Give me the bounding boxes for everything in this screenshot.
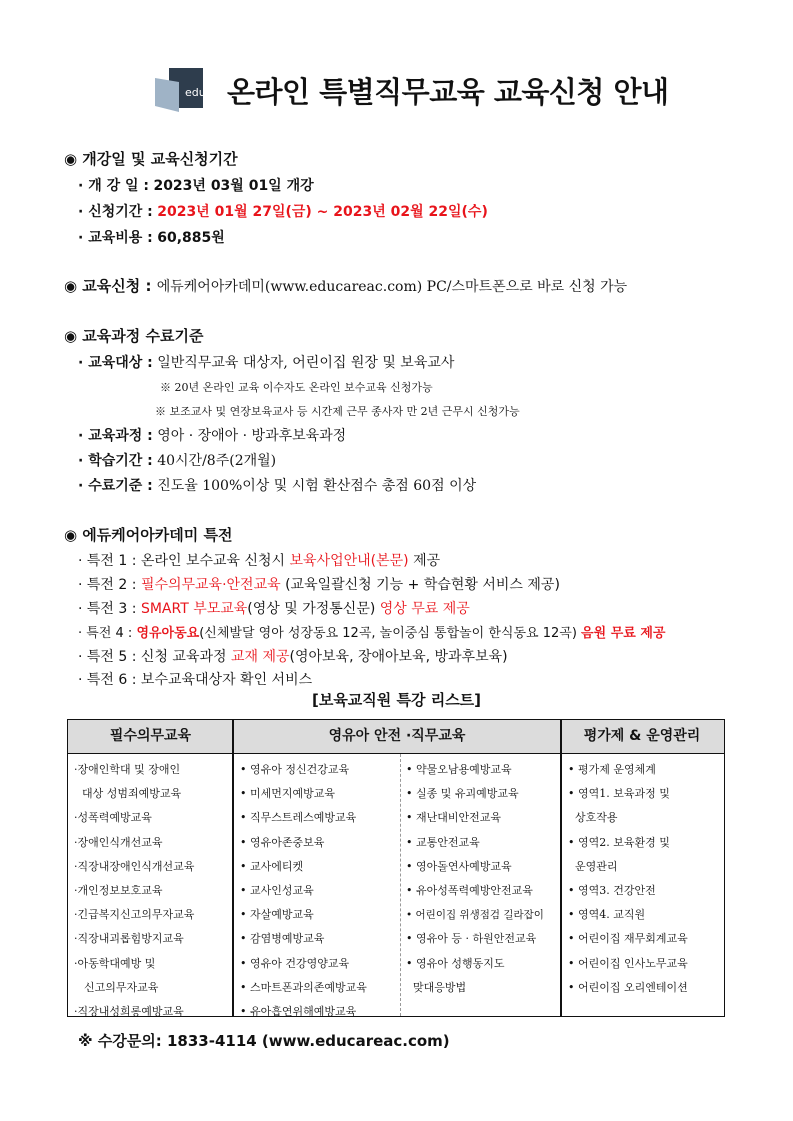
column-evaluation <box>568 758 688 1000</box>
list-item: ·개인정보보호교육 <box>74 884 163 898</box>
list-item: • 어린이집 오리엔테이션 <box>568 980 688 994</box>
list-item: • 유아성폭력예방안전교육 <box>406 884 533 898</box>
section-benefits-heading: ◉ 에듀케어아카데미 특전 <box>64 526 233 544</box>
section-apply: ◉ 교육신청 : 에듀케어아카데미(www.educareac.com) PC/스마트폰으로 바로 신청 가능 <box>64 277 628 295</box>
list-item: ·직장내장애인식개선교육 <box>74 859 195 873</box>
list-item: ·긴급복지신고의무자교육 <box>74 908 195 922</box>
list-item: • 미세먼지예방교육 <box>240 787 335 801</box>
header-mandatory: 필수의무교육 <box>109 728 192 744</box>
list-item: • 평가제 운영체계 <box>568 763 656 776</box>
note-parttime: ※ 보조교사 및 연장보육교사 등 시간제 근무 종사자 만 2년 근무시 신청가능 <box>155 405 520 418</box>
benefit-5: · 특전 5 : 신청 교육과정 교재 제공(영아보육, 장애아보육, 방과후보육) <box>78 649 508 665</box>
list-item: • 어린이집 인사노무교육 <box>568 956 688 970</box>
list-item: • 자살예방교육 <box>240 908 314 922</box>
svg-text:edu: edu <box>185 86 206 99</box>
header-evaluation: 평가제 & 운영관리 <box>583 728 701 744</box>
course-line: · 교육과정 : 영아 · 장애아 · 방과후보육과정 <box>78 428 347 444</box>
target-line: · 교육대상 : 일반직무교육 대상자, 어린이집 원장 및 보육교사 <box>78 355 455 371</box>
divider <box>560 720 562 1016</box>
list-item: • 실종 및 유괴예방교육 <box>406 787 519 801</box>
benefit-1: · 특전 1 : 온라인 보수교육 신청시 보육사업안내(본문) 제공 <box>78 553 441 569</box>
edu-logo <box>155 68 215 112</box>
list-item: • 스마트폰과의존예방교육 <box>240 980 367 994</box>
list-item: • 교사인성교육 <box>240 884 314 898</box>
benefit-2: · 특전 2 : 필수의무교육·안전교육 (교육일괄신청 기능 + 학습현황 서비스 제공) <box>78 577 560 593</box>
header-safety: 영유아 안전 ·직무교육 <box>328 728 466 744</box>
list-item: • 영아돌연사예방교육 <box>406 859 512 873</box>
list-item: • 영역2. 보육환경 및 <box>568 835 670 849</box>
list-item: • 감염병예방교육 <box>240 932 325 946</box>
list-item: • 약물오남용예방교육 <box>406 763 512 776</box>
list-item: • 영역1. 보육과정 및 <box>568 787 670 801</box>
section-criteria-heading: ◉ 교육과정 수료기준 <box>64 327 204 345</box>
list-item: ·장애인식개선교육 <box>74 835 163 849</box>
benefit-6: · 특전 6 : 보수교육대상자 확인 서비스 <box>78 672 313 688</box>
list-item: ·아동학대예방 및 <box>74 956 156 970</box>
list-item: • 영유아존중보육 <box>240 835 325 849</box>
lecture-list-title: [보육교직원 특강 리스트] <box>311 691 482 709</box>
benefit-3: · 특전 3 : SMART 부모교육(영상 및 가정통신문) 영상 무료 제공 <box>78 601 470 617</box>
list-item: • 어린이집 재무회계교육 <box>568 932 688 946</box>
list-item: • 영유아 건강영양교육 <box>240 956 350 970</box>
list-item: • 교사에티켓 <box>240 859 304 873</box>
list-item: 상호작용 <box>568 811 618 825</box>
list-item: ·직장내괴롭힘방지교육 <box>74 932 184 946</box>
page-title: 온라인 특별직무교육 교육신청 안내 <box>227 75 669 109</box>
column-safety-a <box>240 758 367 1024</box>
fee-line: · 교육비용 : 60,885원 <box>78 230 225 246</box>
list-item: • 어린이집 위생점검 길라잡이 <box>406 909 544 922</box>
list-item: • 교통안전교육 <box>406 835 480 849</box>
list-item: • 영역4. 교직원 <box>568 908 646 922</box>
criteria-line: · 수료기준 : 진도율 100%이상 및 시험 환산점수 총점 60점 이상 <box>78 478 477 494</box>
list-item: 운영관리 <box>568 859 618 873</box>
list-item: • 영역3. 건강안전 <box>568 884 656 898</box>
lecture-table <box>67 719 725 1017</box>
divider <box>400 754 401 1016</box>
note-online: ※ 20년 온라인 교육 이수자도 온라인 보수교육 신청가능 <box>160 381 433 394</box>
benefit-4: · 특전 4 : 영유아동요(신체발달 영아 성장동요 12곡, 놀이중심 통합놀이 한식동요 12곡) 음원 무료 제공 <box>78 626 666 641</box>
divider <box>232 720 234 1016</box>
table-header <box>68 720 724 754</box>
list-item: • 재난대비안전교육 <box>406 811 501 825</box>
list-item: ·직장내성희롱예방교육 <box>74 1005 184 1019</box>
section-schedule-heading: ◉ 개강일 및 교육신청기간 <box>64 150 238 168</box>
list-item: • 영유아 성행동지도 <box>406 956 505 970</box>
contact-footer: ※ 수강문의: 1833-4114 (www.educareac.com) <box>78 1032 450 1050</box>
title-block <box>155 66 675 112</box>
column-safety-b <box>406 758 544 1000</box>
list-item: ·장애인학대 및 장애인 <box>74 763 181 776</box>
list-item: • 직무스트레스예방교육 <box>240 811 357 825</box>
list-item: 대상 성범죄예방교육 <box>82 787 182 801</box>
list-item: • 영유아 정신건강교육 <box>240 763 350 776</box>
column-mandatory <box>74 758 194 1024</box>
list-item: • 유아흡연위해예방교육 <box>240 1005 357 1019</box>
list-item: 맞대응방법 <box>406 980 467 994</box>
period-line: · 학습기간 : 40시간/8주(2개월) <box>78 453 277 469</box>
list-item: • 영유아 등 · 하원안전교육 <box>406 932 537 946</box>
apply-period-line: · 신청기간 : 2023년 01월 27일(금) ~ 2023년 02월 22일(수) <box>78 204 488 220</box>
list-item: 신고의무자교육 <box>84 980 159 994</box>
open-date-line: · 개 강 일 : 2023년 03월 01일 개강 <box>78 178 314 194</box>
list-item: ·성폭력예방교육 <box>74 811 152 825</box>
